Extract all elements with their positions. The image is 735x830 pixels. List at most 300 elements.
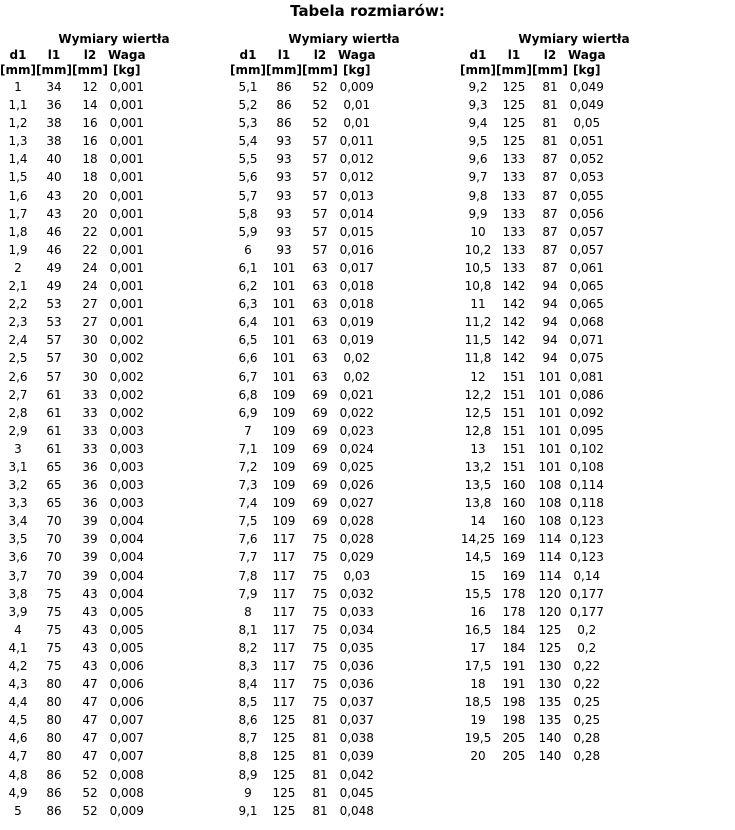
cell-l2: 20: [82, 188, 98, 203]
table-row: [0, 259, 146, 277]
cell-waga: 0,037: [339, 695, 374, 710]
cell-l1: 53: [46, 297, 62, 312]
cell-l2: 75: [312, 659, 328, 673]
cell-l2: 101: [538, 369, 562, 384]
table-row: [460, 512, 606, 530]
cell-d1: 11,2: [464, 315, 492, 330]
cell-waga: 0,001: [109, 116, 144, 131]
cell-waga: 0,034: [339, 622, 374, 637]
cell-l1: 75: [46, 640, 62, 655]
cell-l2: 94: [542, 315, 558, 330]
table-row: [0, 657, 146, 675]
cell-l1: 133: [502, 242, 526, 257]
table-row: [0, 422, 146, 440]
cell-waga: 0,009: [109, 803, 144, 818]
cell-l1: 178: [502, 586, 526, 601]
cell-waga: 0,007: [109, 749, 144, 764]
cell-waga: 0,25: [573, 713, 601, 728]
cell-waga: 0,017: [339, 260, 374, 275]
cell-l1: 125: [502, 134, 526, 149]
cell-l2: 69: [312, 387, 328, 402]
table-row: [460, 368, 606, 386]
cell-waga: 0,036: [339, 659, 374, 673]
table-row: [0, 114, 146, 132]
cell-l1: 86: [276, 116, 292, 131]
cell-l2: 69: [312, 514, 328, 529]
cell-l2: 63: [312, 297, 328, 312]
table-row: [0, 621, 146, 639]
cell-l1: 125: [502, 116, 526, 131]
cell-l2: 81: [542, 134, 558, 149]
cell-d1: 3: [14, 441, 22, 456]
cell-waga: 0,042: [339, 767, 374, 782]
cell-l2: 75: [312, 604, 328, 619]
table-row: [230, 729, 376, 747]
cell-d1: 11,5: [464, 333, 492, 348]
table-row: [0, 96, 146, 114]
cell-d1: 15: [470, 568, 486, 583]
cell-l1: 80: [46, 695, 62, 710]
cell-d1: 2,1: [8, 279, 28, 294]
cell-l1: 93: [276, 206, 292, 221]
column-header-waga: [kg]: [342, 63, 371, 77]
cell-l1: 101: [272, 297, 296, 312]
cell-l1: 57: [46, 333, 62, 348]
column-header-l1: [mm]: [35, 63, 72, 77]
cell-l1: 151: [502, 441, 526, 456]
cell-waga: 0,003: [109, 423, 144, 438]
cell-l1: 109: [272, 423, 296, 438]
cell-d1: 3,5: [8, 532, 28, 547]
cell-l2: 108: [538, 478, 562, 493]
cell-l1: 70: [46, 550, 62, 565]
cell-l2: 69: [312, 423, 328, 438]
cell-l2: 30: [82, 333, 98, 348]
cell-d1: 2,5: [8, 351, 28, 366]
cell-d1: 18: [470, 677, 486, 692]
cell-l2: 47: [82, 713, 98, 728]
cell-l1: 93: [276, 188, 292, 203]
cell-waga: 0,001: [109, 170, 144, 185]
cell-l1: 93: [276, 152, 292, 167]
cell-waga: 0,086: [569, 387, 604, 402]
cell-d1: 7,2: [238, 459, 258, 474]
size-table: [0, 48, 146, 820]
cell-waga: 0,053: [569, 170, 604, 185]
cell-l2: 57: [312, 242, 328, 257]
cell-d1: 9,4: [468, 116, 488, 131]
cell-waga: 0,025: [339, 459, 374, 474]
cell-d1: 9,2: [468, 80, 488, 94]
cell-l1: 133: [502, 188, 526, 203]
cell-waga: 0,023: [339, 423, 374, 438]
cell-l1: 142: [502, 279, 526, 294]
table-row: [230, 132, 376, 150]
table-row: [230, 331, 376, 349]
cell-l2: 81: [312, 731, 328, 746]
cell-l2: 114: [538, 532, 562, 547]
column-header-l2: l2: [313, 48, 327, 62]
cell-d1: 2,9: [8, 423, 28, 438]
cell-waga: 0,008: [109, 767, 144, 782]
cell-l2: 57: [312, 206, 328, 221]
table-row: [0, 205, 146, 223]
cell-d1: 2,6: [8, 369, 28, 384]
cell-waga: 0,022: [339, 405, 374, 420]
table-row: [0, 603, 146, 621]
cell-l1: 191: [502, 659, 526, 673]
cell-waga: 0,018: [339, 279, 374, 294]
cell-l1: 65: [46, 496, 62, 511]
cell-l2: 36: [82, 496, 98, 511]
cell-l1: 142: [502, 333, 526, 348]
cell-l1: 53: [46, 315, 62, 330]
cell-l1: 125: [272, 785, 296, 800]
cell-waga: 0,056: [569, 206, 604, 221]
table-row: [0, 585, 146, 603]
cell-l1: 70: [46, 532, 62, 547]
cell-waga: 0,036: [339, 677, 374, 692]
cell-l1: 117: [272, 659, 296, 673]
cell-waga: 0,001: [109, 206, 144, 221]
cell-d1: 2,7: [8, 387, 28, 402]
cell-l1: 40: [46, 152, 62, 167]
cell-waga: 0,001: [109, 224, 144, 239]
cell-l1: 80: [46, 713, 62, 728]
cell-l2: 75: [312, 677, 328, 692]
cell-d1: 5,9: [238, 224, 258, 239]
cell-d1: 4,9: [8, 785, 28, 800]
cell-l2: 33: [82, 387, 98, 402]
size-table: [460, 48, 606, 766]
cell-d1: 4: [14, 622, 22, 637]
cell-l1: 160: [502, 496, 526, 511]
cell-l2: 108: [538, 496, 562, 511]
cell-d1: 5,6: [238, 170, 258, 185]
cell-l2: 75: [312, 532, 328, 547]
drill-dimensions-group-header: Wymiary wiertła: [288, 32, 400, 46]
table-row: [230, 458, 376, 476]
cell-waga: 0,03: [343, 568, 371, 583]
cell-l1: 43: [46, 188, 62, 203]
cell-d1: 4,7: [8, 749, 28, 764]
cell-l2: 52: [312, 98, 328, 113]
cell-d1: 9,7: [468, 170, 488, 185]
cell-l2: 114: [538, 568, 562, 583]
cell-l1: 125: [502, 80, 526, 94]
cell-waga: 0,008: [109, 785, 144, 800]
table-row: [460, 621, 606, 639]
cell-l1: 125: [272, 767, 296, 782]
cell-waga: 0,28: [573, 749, 601, 764]
cell-d1: 7: [244, 423, 252, 438]
column-header-l1: l1: [277, 48, 291, 62]
table-row: [460, 603, 606, 621]
cell-waga: 0,007: [109, 713, 144, 728]
table-row: [0, 78, 146, 96]
cell-d1: 1,7: [8, 206, 28, 221]
cell-waga: 0,005: [109, 622, 144, 637]
cell-l2: 63: [312, 333, 328, 348]
cell-l2: 69: [312, 478, 328, 493]
cell-d1: 7,7: [238, 550, 258, 565]
cell-l2: 101: [538, 387, 562, 402]
cell-l2: 22: [82, 242, 98, 257]
cell-l1: 117: [272, 640, 296, 655]
cell-l1: 36: [46, 98, 62, 113]
cell-waga: 0,052: [569, 152, 604, 167]
cell-waga: 0,092: [569, 405, 604, 420]
cell-l2: 47: [82, 731, 98, 746]
cell-waga: 0,001: [109, 260, 144, 275]
cell-waga: 0,123: [569, 550, 604, 565]
table-row: [0, 458, 146, 476]
cell-d1: 15,5: [464, 586, 492, 601]
cell-d1: 3,6: [8, 550, 28, 565]
table-row: [230, 277, 376, 295]
cell-waga: 0,012: [339, 152, 374, 167]
cell-l2: 63: [312, 260, 328, 275]
cell-d1: 5,1: [238, 80, 258, 94]
table-row: [230, 675, 376, 693]
cell-l1: 93: [276, 242, 292, 257]
cell-d1: 8,2: [238, 640, 258, 655]
cell-l2: 130: [538, 677, 562, 692]
cell-waga: 0,108: [569, 459, 604, 474]
cell-d1: 17,5: [464, 659, 492, 673]
cell-d1: 4,1: [8, 640, 28, 655]
cell-waga: 0,048: [339, 803, 374, 818]
cell-d1: 11: [470, 297, 486, 312]
cell-l1: 46: [46, 242, 62, 257]
table-row: [460, 639, 606, 657]
cell-d1: 7,8: [238, 568, 258, 583]
cell-l1: 86: [276, 98, 292, 113]
table-row: [460, 476, 606, 494]
table-row: [460, 494, 606, 512]
cell-d1: 18,5: [464, 695, 492, 710]
table-row: [230, 368, 376, 386]
cell-d1: 4,5: [8, 713, 28, 728]
table-row: [0, 223, 146, 241]
cell-waga: 0,081: [569, 369, 604, 384]
table-row: [0, 331, 146, 349]
cell-waga: 0,003: [109, 459, 144, 474]
cell-l1: 169: [502, 568, 526, 583]
cell-l1: 117: [272, 604, 296, 619]
table-row: [460, 422, 606, 440]
cell-l2: 94: [542, 279, 558, 294]
cell-l1: 184: [502, 640, 526, 655]
drill-dimensions-group-header: Wymiary wiertła: [58, 32, 170, 46]
cell-d1: 2,2: [8, 297, 28, 312]
cell-waga: 0,14: [573, 568, 601, 583]
cell-l2: 39: [82, 568, 98, 583]
cell-d1: 1,2: [8, 116, 28, 131]
cell-d1: 9: [244, 785, 252, 800]
cell-l2: 108: [538, 514, 562, 529]
header-row: [460, 63, 606, 78]
cell-waga: 0,007: [109, 731, 144, 746]
cell-l1: 93: [276, 224, 292, 239]
cell-l1: 75: [46, 622, 62, 637]
cell-waga: 0,01: [343, 98, 371, 113]
cell-l2: 14: [82, 98, 98, 113]
cell-d1: 5,7: [238, 188, 258, 203]
column-header-d1: d1: [239, 48, 257, 62]
table-row: [460, 223, 606, 241]
cell-l1: 70: [46, 514, 62, 529]
cell-waga: 0,049: [569, 98, 604, 113]
cell-l2: 20: [82, 206, 98, 221]
cell-waga: 0,004: [109, 568, 144, 583]
table-row: [0, 349, 146, 367]
table-row: [230, 187, 376, 205]
table-row: [230, 114, 376, 132]
cell-waga: 0,045: [339, 785, 374, 800]
cell-d1: 7,6: [238, 532, 258, 547]
cell-d1: 1,3: [8, 134, 28, 149]
cell-l2: 16: [82, 116, 98, 131]
header-row: [230, 63, 376, 78]
cell-waga: 0,02: [343, 351, 371, 366]
cell-l2: 69: [312, 405, 328, 420]
cell-waga: 0,002: [109, 387, 144, 402]
cell-l2: 69: [312, 459, 328, 474]
table-row: [460, 205, 606, 223]
cell-l2: 39: [82, 514, 98, 529]
cell-d1: 3,7: [8, 568, 28, 583]
cell-l2: 81: [542, 80, 558, 94]
cell-l2: 18: [82, 170, 98, 185]
cell-waga: 0,001: [109, 315, 144, 330]
column-header-l1: l1: [507, 48, 521, 62]
cell-d1: 8: [244, 604, 252, 619]
cell-waga: 0,015: [339, 224, 374, 239]
cell-l2: 87: [542, 188, 558, 203]
cell-waga: 0,2: [577, 622, 597, 637]
cell-l2: 27: [82, 297, 98, 312]
table-row: [460, 78, 606, 96]
cell-l1: 198: [502, 695, 526, 710]
cell-l2: 81: [312, 749, 328, 764]
cell-waga: 0,037: [339, 713, 374, 728]
cell-waga: 0,005: [109, 604, 144, 619]
cell-l2: 140: [538, 749, 562, 764]
cell-d1: 2,4: [8, 333, 28, 348]
cell-d1: 8,8: [238, 749, 258, 764]
cell-d1: 10,2: [464, 242, 492, 257]
cell-waga: 0,001: [109, 80, 144, 94]
cell-waga: 0,027: [339, 496, 374, 511]
cell-d1: 10: [470, 224, 486, 239]
table-row: [460, 458, 606, 476]
cell-d1: 10,5: [464, 260, 492, 275]
cell-l1: 191: [502, 677, 526, 692]
cell-l2: 47: [82, 749, 98, 764]
cell-waga: 0,013: [339, 188, 374, 203]
cell-waga: 0,001: [109, 242, 144, 257]
cell-l2: 36: [82, 478, 98, 493]
table-row: [230, 784, 376, 802]
cell-l1: 80: [46, 749, 62, 764]
table-row: [460, 711, 606, 729]
cell-waga: 0,019: [339, 333, 374, 348]
cell-d1: 7,4: [238, 496, 258, 511]
table-row: [230, 747, 376, 765]
table-row: [0, 404, 146, 422]
cell-l2: 130: [538, 659, 562, 673]
cell-l2: 57: [312, 170, 328, 185]
cell-l2: 140: [538, 731, 562, 746]
cell-l2: 27: [82, 315, 98, 330]
cell-l2: 81: [542, 98, 558, 113]
cell-l1: 142: [502, 351, 526, 366]
cell-waga: 0,001: [109, 152, 144, 167]
table-row: [0, 693, 146, 711]
cell-d1: 19: [470, 713, 486, 728]
table-row: [230, 422, 376, 440]
cell-waga: 0,075: [569, 351, 604, 366]
table-row: [230, 494, 376, 512]
cell-l2: 43: [82, 622, 98, 637]
cell-l1: 34: [46, 80, 62, 94]
cell-l2: 52: [82, 785, 98, 800]
cell-l1: 109: [272, 405, 296, 420]
cell-d1: 9,9: [468, 206, 488, 221]
cell-l2: 47: [82, 695, 98, 710]
table-row: [0, 277, 146, 295]
cell-l1: 133: [502, 260, 526, 275]
cell-d1: 4,6: [8, 731, 28, 746]
cell-d1: 4,3: [8, 677, 28, 692]
cell-l2: 52: [82, 803, 98, 818]
cell-d1: 8,4: [238, 677, 258, 692]
cell-l2: 47: [82, 677, 98, 692]
cell-l1: 133: [502, 206, 526, 221]
cell-l1: 117: [272, 568, 296, 583]
cell-l2: 69: [312, 441, 328, 456]
cell-d1: 14,5: [464, 550, 492, 565]
cell-l1: 133: [502, 224, 526, 239]
table-row: [0, 548, 146, 566]
cell-l1: 70: [46, 568, 62, 583]
table-row: [230, 295, 376, 313]
column-header-waga: Waga: [107, 48, 146, 62]
cell-d1: 6: [244, 242, 252, 257]
cell-d1: 5,4: [238, 134, 258, 149]
cell-l1: 101: [272, 351, 296, 366]
table-row: [460, 747, 606, 765]
column-header-waga: [kg]: [112, 63, 141, 77]
cell-waga: 0,004: [109, 586, 144, 601]
table-row: [0, 711, 146, 729]
cell-d1: 13: [470, 441, 486, 456]
cell-l2: 101: [538, 441, 562, 456]
cell-l2: 87: [542, 152, 558, 167]
table-row: [230, 657, 376, 675]
cell-waga: 0,002: [109, 369, 144, 384]
cell-l1: 75: [46, 586, 62, 601]
cell-l1: 151: [502, 405, 526, 420]
cell-l2: 125: [538, 640, 562, 655]
table-row: [230, 639, 376, 657]
cell-waga: 0,004: [109, 532, 144, 547]
cell-waga: 0,25: [573, 695, 601, 710]
cell-l2: 30: [82, 369, 98, 384]
cell-l2: 75: [312, 695, 328, 710]
table-row: [230, 313, 376, 331]
